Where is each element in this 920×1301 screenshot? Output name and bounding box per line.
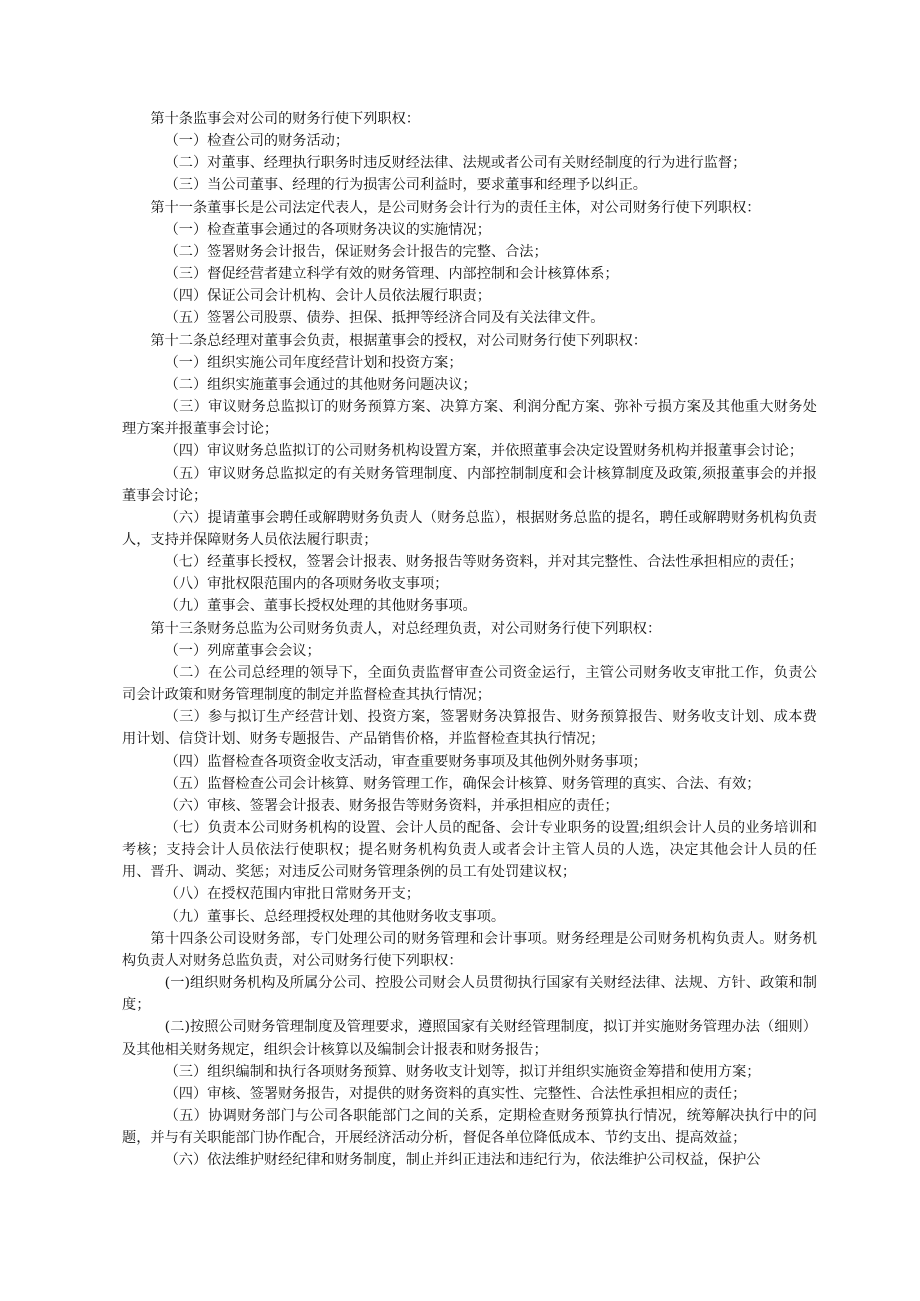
article-12-item-6: （六）提请董事会聘任或解聘财务负责人（财务总监），根据财务总监的提名，聘任或解聘财务机构负责人，支持并保障财务人员依法履行职责；: [122, 509, 817, 548]
article-12-item-8: （八）审批权限范围内的各项财务收支事项；: [164, 576, 449, 593]
article-12-heading: 第十二条总经理对董事会负责，根据董事会的授权，对公司财务行使下列职权：: [150, 332, 647, 349]
document-page: [122, 108, 817, 1172]
article-13-item-3: （三）参与拟订生产经营计划、投资方案，签署财务决算报告、财务预算报告、财务收支计划、成本费用计划、信贷计划、财务专题报告、产品销售价格，并监督检查其执行情况；: [122, 709, 817, 748]
article-12-item-9: （九）董事会、董事长授权处理的其他财务事项。: [164, 598, 477, 615]
article-10-item-3: （三）当公司董事、经理的行为损害公司利益时，要求董事和经理予以纠正。: [164, 177, 647, 194]
article-12-item-1: （一）组织实施公司年度经营计划和投资方案；: [164, 354, 463, 371]
article-13-item-1: （一）列席董事会会议；: [164, 642, 321, 659]
article-14-item-3: （三）组织编制和执行各项财务预算、财务收支计划等，拟订并组织实施资金筹措和使用方案；: [164, 1063, 761, 1080]
article-13-heading: 第十三条财务总监为公司财务负责人，对总经理负责，对公司财务行使下列职权：: [150, 620, 662, 637]
article-11-item-5: （五）签署公司股票、债券、担保、抵押等经济合同及有关法律文件。: [164, 310, 605, 327]
article-12-item-2: （二）组织实施董事会通过的其他财务问题决议；: [164, 376, 477, 393]
article-12-item-5: （五）审议财务总监拟定的有关财务管理制度、内部控制制度和会计核算制度及政策,须报董事会的并报董事会讨论；: [122, 465, 817, 504]
article-11-item-4: （四）保证公司会计机构、会计人员依法履行职责；: [164, 288, 491, 305]
article-10-item-1: （一）检查公司的财务活动；: [164, 133, 350, 150]
article-14-item-1: (一)组织财务机构及所属分公司、控股公司财会人员贯彻执行国家有关财经法律、法规、方针、政策和制度；: [122, 975, 817, 1014]
article-14-item-5: （五）协调财务部门与公司各职能部门之间的关系，定期检查财务预算执行情况，统筹解决执行中的问题，并与有关职能部门协作配合，开展经济活动分析，督促各单位降低成本、节约支出、提高效益；: [122, 1108, 817, 1147]
article-11-item-1: （一）检查董事会通过的各项财务决议的实施情况；: [164, 221, 491, 238]
article-10-heading: 第十条监事会对公司的财务行使下列职权：: [150, 111, 420, 127]
article-11-heading: 第十一条董事长是公司法定代表人，是公司财务会计行为的责任主体，对公司财务行使下列职权：: [150, 199, 761, 216]
article-13-item-4: （四）监督检查各项资金收支活动，审查重要财务事项及其他例外财务事项；: [164, 753, 647, 770]
article-13-item-9: （九）董事长、总经理授权处理的其他财务收支事项。: [164, 908, 506, 925]
article-13-item-8: （八）在授权范围内审批日常财务开支；: [164, 886, 420, 903]
article-12-item-3: （三）审议财务总监拟订的财务预算方案、决算方案、利润分配方案、弥补亏损方案及其他重大财务处理方案并报董事会讨论；: [122, 399, 817, 438]
article-12-item-7: （七）经董事长授权，签署会计报表、财务报告等财务资料，并对其完整性、合法性承担相应的责任；: [164, 554, 804, 571]
article-14-heading: 第十四条公司设财务部，专门处理公司的财务管理和会计事项。财务经理是公司财务机构负责人。财务机构负责人对财务总监负责，对公司财务行使下列职权：: [122, 930, 817, 969]
article-14-item-4: （四）审核、签署财务报告，对提供的财务资料的真实性、完整性、合法性承担相应的责任；: [164, 1085, 747, 1102]
article-12-item-4: （四）审议财务总监拟订的公司财务机构设置方案，并依照董事会决定设置财务机构并报董事会讨论；: [164, 443, 804, 460]
article-10-item-2: （二）对董事、经理执行职务时违反财经法律、法规或者公司有关财经制度的行为进行监督；: [164, 155, 747, 172]
article-13-item-7: （七）负责本公司财务机构的设置、会计人员的配备、会计专业职务的设置;组织会计人员的业务培训和考核；支持会计人员依法行使职权；提名财务机构负责人或者会计主管人员的人选，决定其他会计人员的任用、晋升、调动、奖惩；对违反公司财务管理条例的员工有处罚建议权；: [122, 820, 817, 881]
article-14-item-6: （六）依法维护财经纪律和财务制度，制止并纠正违法和违纪行为，依法维护公司权益，保护公: [164, 1152, 761, 1169]
article-13-item-2: （二）在公司总经理的领导下，全面负责监督审查公司资金运行，主管公司财务收支审批工作，负责公司会计政策和财务管理制度的制定并监督检查其执行情况；: [122, 664, 817, 704]
article-14-item-2: (二)按照公司财务管理制度及管理要求，遵照国家有关财经管理制度，拟订并实施财务管理办法（细则）及其他相关财务规定，组织会计核算以及编制会计报表和财务报告；: [122, 1019, 817, 1058]
article-11-item-3: （三）督促经营者建立科学有效的财务管理、内部控制和会计核算体系；: [164, 266, 619, 283]
article-13-item-5: （五）监督检查公司会计核算、财务管理工作，确保会计核算、财务管理的真实、合法、有效；: [164, 775, 761, 792]
article-11-item-2: （二）签署财务会计报告，保证财务会计报告的完整、合法；: [164, 243, 548, 260]
article-13-item-6: （六）审核、签署会计报表、财务报告等财务资料，并承担相应的责任；: [164, 797, 619, 814]
